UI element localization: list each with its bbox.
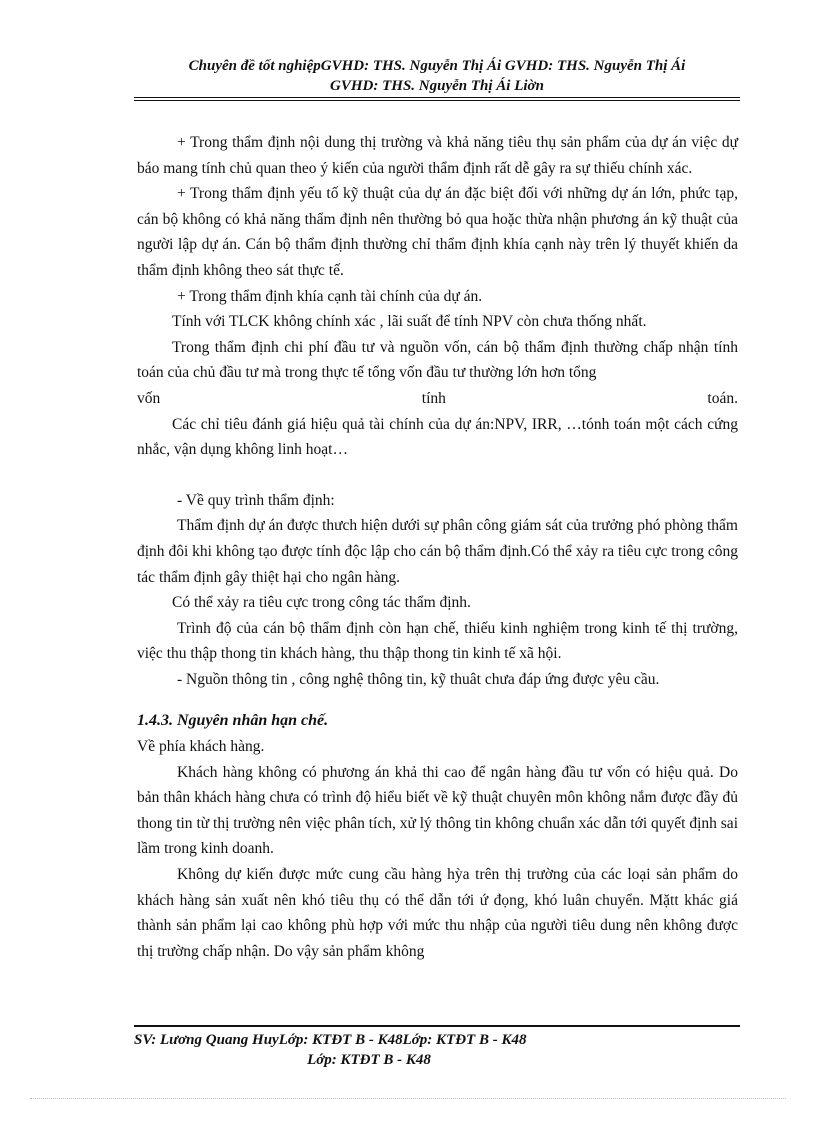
- spacer: [137, 463, 738, 488]
- paragraph-negative-practice: Có thể xảy ra tiêu cực trong công tác thẩm định.: [172, 594, 471, 612]
- paragraph-customer-side: Về phía khách hàng.: [137, 738, 265, 756]
- paragraph-process-detail: Thẩm định dự án được thưch hiện dưới sự phân công giám sát của trưởng phó phòng thẩm định đôi khi không tạo được tính độc lập cho cán bộ thẩm định.Có thể xảy ra tiêu cực trong công tác thẩm định gây thiệt hại cho ngân hàng.: [137, 517, 738, 586]
- header-rule-bottom: [134, 100, 740, 101]
- paragraph-customer-capability: Khách hàng không có phương án khả thi cao để ngân hàng đầu tư vốn có hiệu quả. Do bản thân khách hàng chưa có trình độ hiểu biết về kỹ thuật chuyên môn không nắm được đầy đủ thong tin từ thị trường nên việc phân tích, xử lý thông tin không chuẩn xác dẫn tới quyết định sai lầm trong kinh doanh.: [137, 763, 738, 858]
- header-line-2: GVHD: THS. Nguyễn Thị Ái Liờn: [330, 78, 544, 94]
- paragraph-staff-skills: Trình độ của cán bộ thẩm định còn hạn chế, thiếu kinh nghiệm trong kinh tế thị trường, việc thu thập thong tin khách hàng, thu thập thong tin kinh tế xã hội.: [137, 619, 738, 663]
- paragraph-market-appraisal: + Trong thẩm định nội dung thị trường và khả năng tiêu thụ sản phẩm của dự án việc dự báo mang tính chủ quan theo ý kiến của người thẩm định rất dễ gây ra sự thiếu chính xác.: [137, 134, 738, 177]
- footer-line-1: SV: Lương Quang HuyLớp: KTĐT B - K48Lớp: KTĐT B - K48: [134, 1032, 527, 1048]
- footer-rule: [134, 1025, 740, 1027]
- body-text: [137, 130, 738, 964]
- spacer: [137, 692, 738, 708]
- paragraph-financial-indicators: Các chỉ tiêu đánh giá hiệu quả tài chính của dự án:NPV, IRR, …tónh toán một cách cứng nhắc, vận dụng không linh hoạt…: [137, 415, 738, 459]
- paragraph-discount-rate: Tính với TLCK không chính xác , lãi suất để tính NPV còn chưa thống nhất.: [172, 313, 647, 331]
- paragraph-market-demand: Không dự kiến được mức cung cầu hàng hỳa trên thị trường của các loại sản phẩm do khách hàng sản xuất nên khó tiêu thụ có thể dẫn tới ứ đọng, khó luân chuyển. Mặtt khác giá thành sản phẩm lại cao không phù hợp với mức thu nhập của người tiêu dung nên không được thị trường chấp nhận. Do vậy sản phẩm không: [137, 866, 738, 960]
- section-heading: 1.4.3. Nguyên nhân hạn chế.: [137, 712, 329, 730]
- paragraph-technical-appraisal: + Trong thẩm định yếu tố kỹ thuật của dự án đặc biệt đối với những dự án lớn, phức tạp, cán bộ không có khả năng thẩm định nên thường bỏ qua hoặc thừa nhận phương án kỹ thuật của người lập dự án. Cán bộ thẩm định thường chỉ thẩm định khía cạnh này trên lý thuyết khiến da thẩm định không theo sát thực tế.: [137, 185, 738, 279]
- header-line-1: Chuyên đề tốt nghiệpGVHD: THS. Nguyễn Thị Ái GVHD: THS. Nguyễn Thị Ái: [188, 58, 686, 74]
- page-header: [134, 56, 740, 96]
- paragraph-investment-cost-end: vốn tính toán.: [137, 389, 738, 407]
- paragraph-information-source: - Nguồn thông tin , công nghệ thông tin, kỹ thuât chưa đáp ứng được yêu cầu.: [177, 670, 660, 688]
- paragraph-investment-cost: Trong thẩm định chi phí đầu tư và nguồn vốn, cán bộ thẩm định thường chấp nhận tính toán của chủ đầu tư mà trong thực tế tổng vốn đầu tư thường lớn hơn tổng: [137, 338, 738, 382]
- footer-line-2: Lớp: KTĐT B - K48: [307, 1052, 431, 1068]
- paragraph-financial-appraisal: + Trong thẩm định khía cạnh tài chính của dự án.: [177, 287, 483, 305]
- page-boundary: [30, 1098, 786, 1099]
- paragraph-process-heading: - Về quy trình thẩm định:: [177, 491, 335, 509]
- page-footer: [134, 1030, 604, 1070]
- header-rule-top: [134, 97, 740, 98]
